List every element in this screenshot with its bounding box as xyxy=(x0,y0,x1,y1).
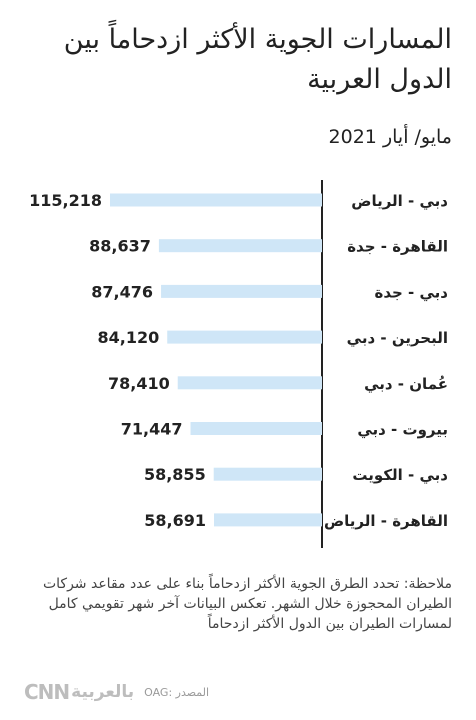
bar xyxy=(191,422,322,435)
bar xyxy=(178,376,322,389)
bar-value-label: 58,855 xyxy=(143,465,206,485)
bar-value-label: 84,120 xyxy=(97,328,160,348)
bar xyxy=(214,513,322,526)
footnote: ملاحظة: تحدد الطرق الجوية الأكثر ازدحاماً بناء على عدد مقاعد شركات الطيران المحجوزة خلال الشهر. تعكس البيانات آخر شهر تقويمي كامل لمسارات الطيران بين الدول الأكثر ازدحاماً xyxy=(42,576,452,632)
bar-value-label: 87,476 xyxy=(91,282,154,302)
bar xyxy=(214,468,322,481)
footer xyxy=(24,680,209,704)
bar-value-label: 88,637 xyxy=(89,236,151,256)
logo-cnn-text: CNN xyxy=(24,680,70,704)
bar xyxy=(167,331,322,344)
bar-value-label: 78,410 xyxy=(107,373,170,393)
source-credit: المصدر :OAG xyxy=(144,685,210,699)
bar xyxy=(161,285,322,298)
bar xyxy=(159,239,322,252)
category-label: دبي - الرياض xyxy=(351,192,448,210)
category-label: البحرين - دبي xyxy=(346,329,448,348)
brand-logo xyxy=(24,680,134,704)
chart-date: مايو/ أيار 2021 xyxy=(328,126,452,148)
bar xyxy=(110,194,322,207)
bar-value-label: 115,218 xyxy=(29,191,102,210)
category-label: دبي - جدة xyxy=(374,283,448,302)
bar-value-label: 71,447 xyxy=(120,419,183,439)
category-label: بيروت - دبي xyxy=(357,420,448,439)
category-label: القاهرة - جدة xyxy=(347,237,448,256)
category-label: دبي - الكويت xyxy=(352,466,448,485)
bar-value-label: 58,691 xyxy=(144,510,207,530)
category-label: القاهرة - الرياض xyxy=(323,511,448,530)
logo-arabic-text: بالعربية xyxy=(71,682,135,702)
category-label: عُمان - دبي xyxy=(364,374,448,393)
chart-title: المسارات الجوية الأكثر ازدحاماً بين الدول العربية xyxy=(63,24,452,95)
